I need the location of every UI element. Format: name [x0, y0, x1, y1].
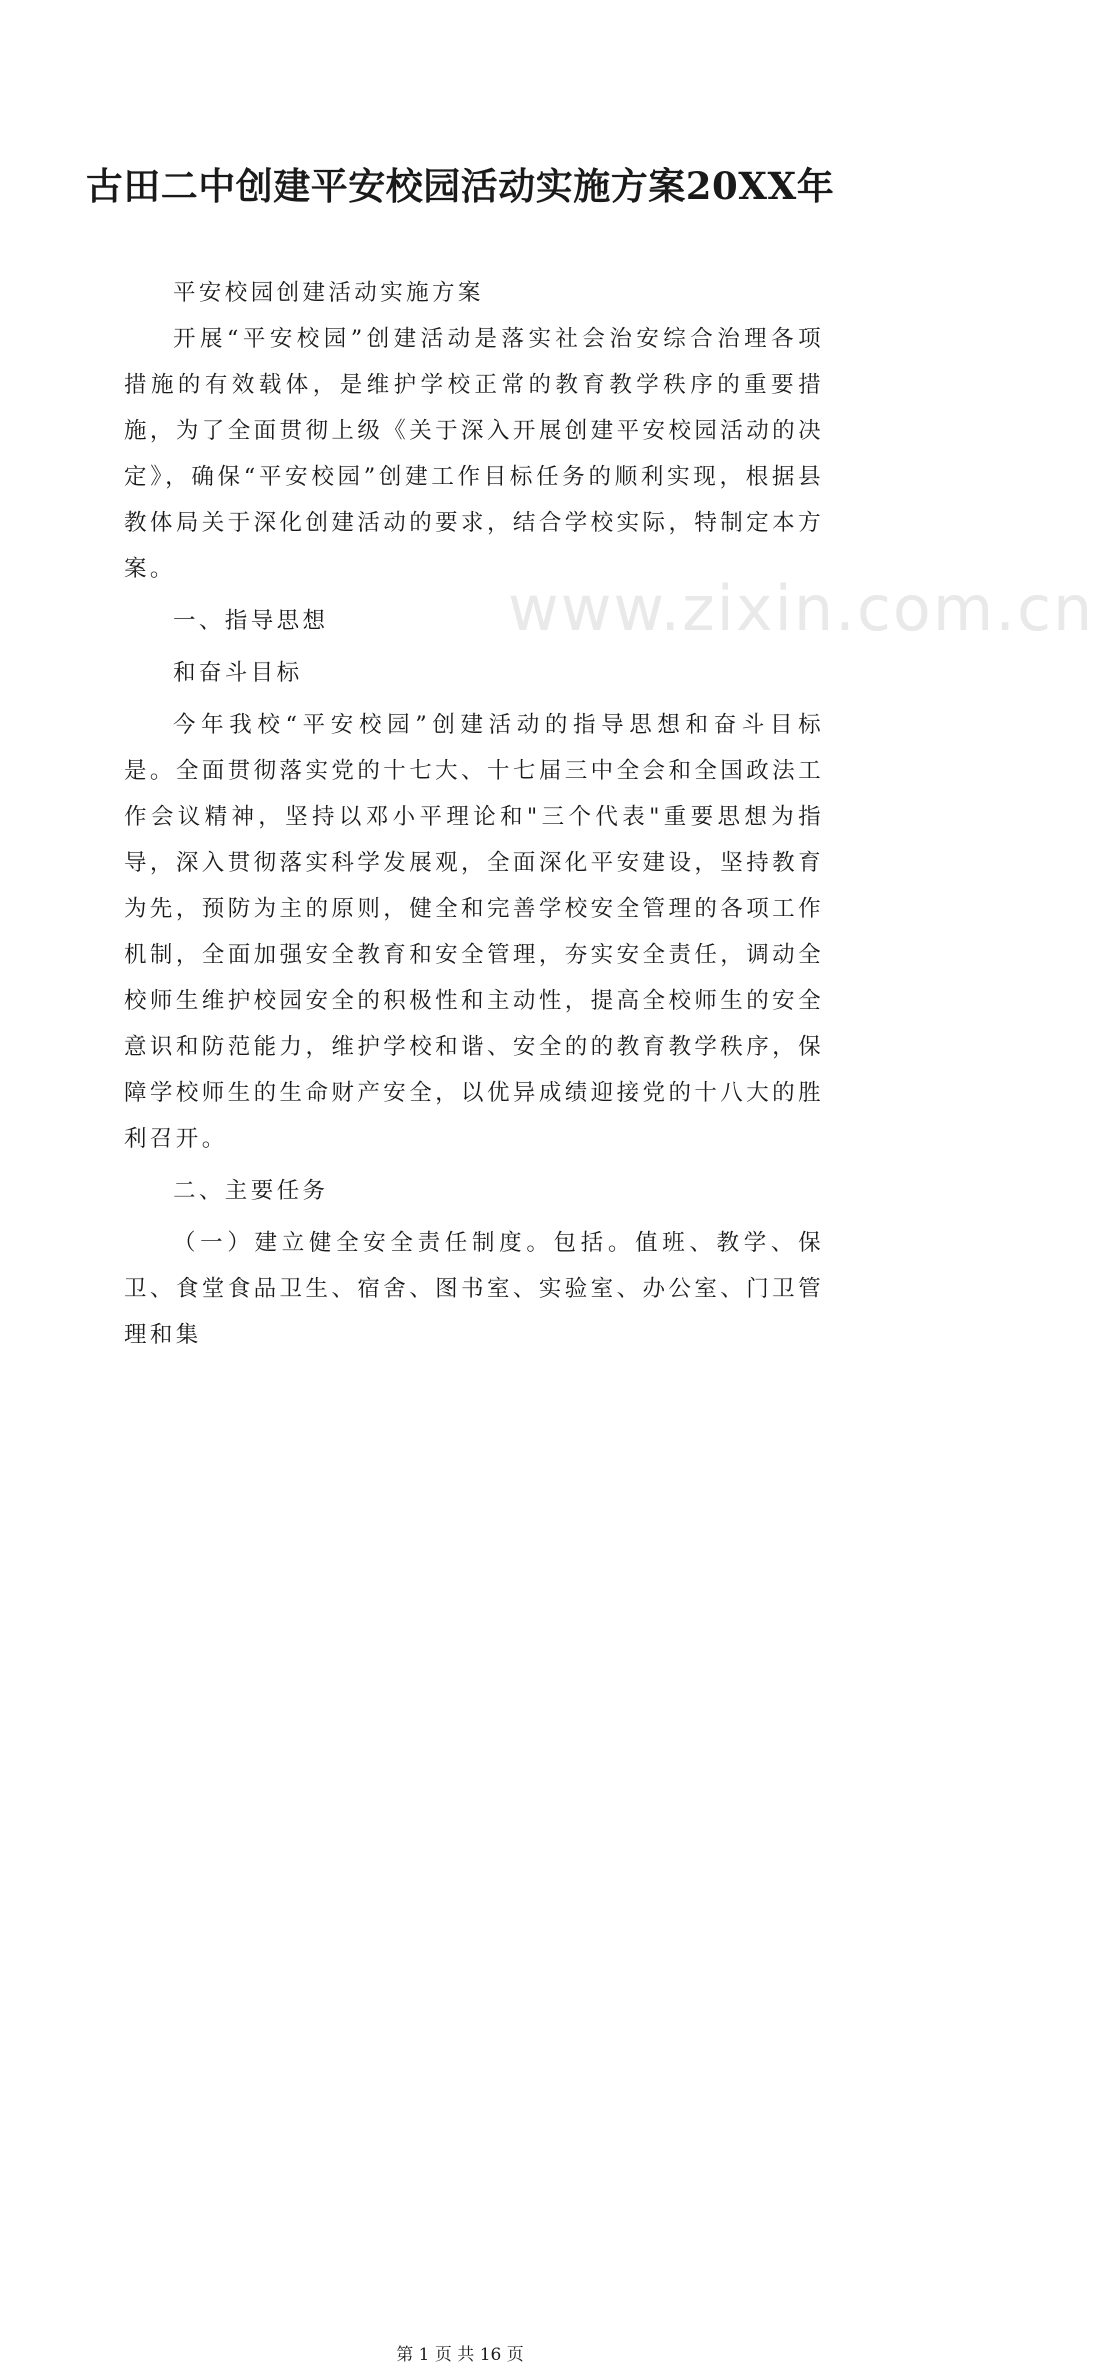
heading-guiding-ideology: 一、指导思想 [173, 608, 329, 634]
page-number-footer: 第 1 页 共 16 页 [396, 2345, 524, 2365]
document-body [124, 270, 824, 1358]
heading-goals: 和奋斗目标 [173, 660, 303, 686]
paragraph-intro: 开展“平安校园”创建活动是落实社会治安综合治理各项措施的有效载体，是维护学校正常的教育教学秩序的重要措施，为了全面贯彻上级《关于深入开展创建平安校园活动的决定》，确保“平安校园”创建工作目标任务的顺利实现，根据县教体局关于深化创建活动的要求，结合学校实际，特制定本方案。 [124, 326, 824, 582]
paragraph-task-one: （一）建立健全安全责任制度。包括。值班、教学、保卫、食堂食品卫生、宿舍、图书室、实验室、办公室、门卫管理和集 [124, 1230, 824, 1348]
document-title: 古田二中创建平安校园活动实施方案20XX年 [85, 164, 835, 208]
paragraph-subtitle: 平安校园创建活动实施方案 [173, 280, 484, 306]
paragraph-goals: 今年我校“平安校园”创建活动的指导思想和奋斗目标是。全面贯彻落实党的十七大、十七届三中全会和全国政法工作会议精神，坚持以邓小平理论和"三个代表"重要思想为指导，深入贯彻落实科学发展观，全面深化平安建设，坚持教育为先，预防为主的原则，健全和完善学校安全管理的各项工作机制，全面加强安全教育和安全管理，夯实安全责任，调动全校师生维护校园安全的积极性和主动性，提高全校师生的安全意识和防范能力，维护学校和谐、安全的的教育教学秩序，保障学校师生的生命财产安全，以优异成绩迎接党的十八大的胜利召开。 [124, 712, 824, 1152]
watermark-text: www.zixin.com.cn [508, 572, 1094, 645]
heading-main-tasks: 二、主要任务 [173, 1178, 329, 1204]
